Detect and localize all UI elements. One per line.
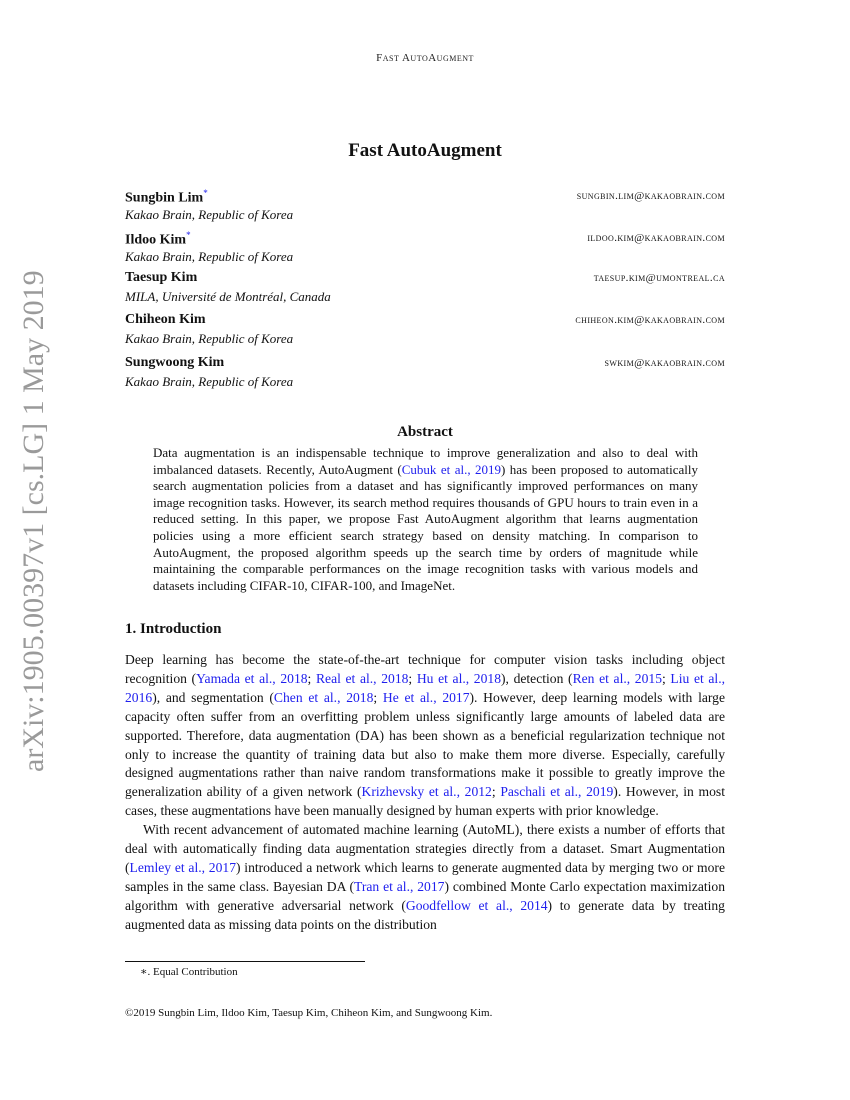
paper-title: Fast AutoAugment	[348, 140, 502, 161]
author-affiliation: MILA, Université de Montréal, Canada	[125, 289, 331, 304]
body-text	[125, 651, 725, 935]
text-run: ;	[307, 670, 316, 686]
citation-link[interactable]: Yamada et al., 2018	[196, 670, 308, 686]
author-affiliation: Kakao Brain, Republic of Korea	[125, 374, 294, 389]
arxiv-stamp-text: arXiv:1905.00397v1 [cs.LG] 1 May 2019	[17, 270, 50, 772]
arxiv-stamp	[14, 270, 54, 772]
citation-link[interactable]: Ren et al., 2015	[572, 670, 662, 686]
citation-link[interactable]: He et al., 2017	[382, 689, 470, 705]
text-run: ;	[408, 670, 417, 686]
author-block	[125, 230, 725, 270]
citation-link[interactable]: Tran et al., 2017	[354, 878, 445, 894]
author-email: swkim@kakaobrain.com	[604, 357, 725, 369]
text-run: ;	[662, 670, 671, 686]
author-affiliation: Kakao Brain, Republic of Korea	[125, 249, 294, 264]
abstract-body: Data augmentation is an indispensable technique to improve generalization and also to deal with imbalanced datasets. Recently, AutoAugment (Cubuk et al., 2019) has been proposed to automatically search augmentation policies from a dataset and has significantly improved performances on many image recognition tasks. However, its search method requires thousands of GPU hours to train even in a reduced setting. In this paper, we propose Fast AutoAugment algorithm that learns augmentation policies using a more efficient search strategy based on density matching. In comparison to AutoAugment, the proposed algorithm speeds up the search time by orders of magnitude while maintaining the comparable performances on the image recognition tasks with various models and datasets including CIFAR-10, CIFAR-100, and ImageNet.	[153, 445, 699, 593]
text-run: ;	[373, 689, 383, 705]
author-block	[125, 188, 725, 228]
citation-link[interactable]: Paschali et al., 2019	[500, 784, 614, 800]
citation-link[interactable]: Krizhevsky et al., 2012	[361, 784, 492, 800]
paragraph	[125, 651, 725, 821]
author-name: Sungwoong Kim	[125, 355, 225, 370]
citation-link[interactable]: Chen et al., 2018	[273, 689, 374, 705]
running-head: Fast AutoAugment	[376, 52, 474, 64]
text-run: ). However, deep learning models with large capacity often suffer from an overfitting problem unless significantly large amounts of labeled data are supported. Therefore, data augmentation (DA) has been shown as a beneficial regularization technique not only to increase the quantity of training data but also to make them more diverse. Especially, carefully designed augmentations rather than naive random transformations make it possible to greatly improve the generalization ability of a given network (	[125, 689, 725, 800]
author-name: Sungbin Lim*	[125, 188, 208, 206]
paragraph	[125, 821, 725, 934]
text-run: ;	[491, 784, 501, 800]
author-name: Taesup Kim	[125, 270, 198, 285]
citation-link[interactable]: Goodfellow et al., 2014	[405, 897, 548, 913]
text-run: With recent advancement of automated machine learning (AutoML), there exists a number of efforts that deal with automatically finding data augmentation strategies directly from a dataset. Smart Augmentation (	[125, 822, 725, 875]
author-affiliation: Kakao Brain, Republic of Korea	[125, 207, 294, 222]
equal-contribution-mark[interactable]: *	[203, 188, 208, 198]
text-run: ). However, in most cases, these augmentations have been manually designed by human experts with prior knowledge.	[125, 784, 725, 819]
author-affiliation: Kakao Brain, Republic of Korea	[125, 331, 294, 346]
section-heading: 1. Introduction	[125, 621, 222, 637]
citation-link[interactable]: Liu et al., 2016	[125, 670, 725, 705]
author-email: chiheon.kim@kakaobrain.com	[575, 314, 725, 326]
text-run: ) introduced a network which learns to generate augmented data by merging two or more samples in the same class. Bayesian DA (	[125, 859, 725, 894]
author-email: taesup.kim@umontreal.ca	[593, 272, 725, 284]
equal-contribution-mark[interactable]: *	[186, 230, 191, 240]
author-name: Chiheon Kim	[125, 312, 206, 327]
author-block	[125, 270, 725, 310]
citation-link[interactable]: Lemley et al., 2017	[129, 859, 236, 875]
citation-link[interactable]: Cubuk et al., 2019	[401, 461, 502, 477]
copyright-notice: ©2019 Sungbin Lim, Ildoo Kim, Taesup Kim, Chiheon Kim, and Sungwoong Kim.	[125, 1007, 493, 1019]
citation-link[interactable]: Real et al., 2018	[315, 670, 409, 686]
author-email: sungbin.lim@kakaobrain.com	[576, 190, 725, 202]
footnote: ∗. Equal Contribution	[140, 966, 238, 978]
text-run: ), detection (	[501, 670, 573, 686]
author-email: ildoo.kim@kakaobrain.com	[587, 232, 725, 244]
citation-link[interactable]: Hu et al., 2018	[416, 670, 501, 686]
author-block	[125, 312, 725, 352]
author-block	[125, 355, 725, 395]
text-run: Deep learning has become the state-of-the-art technique for computer vision tasks including object recognition (	[125, 652, 725, 686]
text-run: ) to generate data by treating augmented data as missing data points on the distribution	[125, 897, 725, 932]
author-name: Ildoo Kim*	[125, 230, 191, 248]
text-run: ) combined Monte Carlo expectation maximization algorithm with generative adversarial network (	[125, 878, 725, 913]
footnote-rule	[125, 961, 365, 962]
abstract-heading: Abstract	[397, 424, 453, 440]
text-run: ), and segmentation (	[152, 689, 274, 705]
